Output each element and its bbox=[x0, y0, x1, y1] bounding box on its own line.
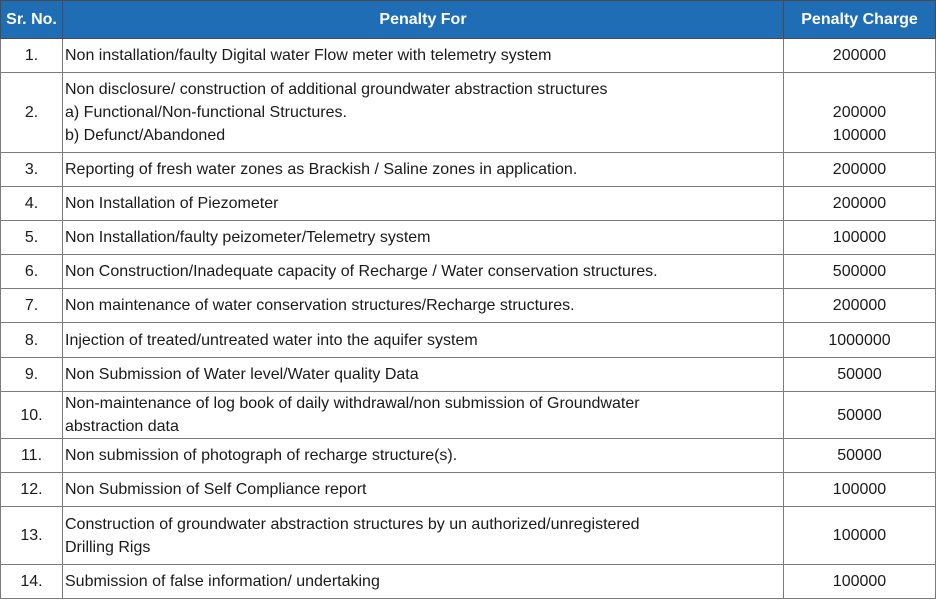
penalty-charge-cell bbox=[784, 473, 936, 507]
table-row bbox=[1, 221, 936, 255]
penalty-for-cell bbox=[63, 289, 784, 323]
penalty-description-line: Drilling Rigs bbox=[65, 538, 151, 556]
penalty-charge-cell bbox=[784, 39, 936, 73]
penalty-description-line: Non Installation/faulty peizometer/Telemetry system bbox=[65, 229, 431, 246]
penalty-for-cell bbox=[63, 323, 784, 358]
penalty-for-cell bbox=[63, 255, 784, 289]
penalty-charge-value: 50000 bbox=[837, 406, 882, 424]
sr-no-cell: 13. bbox=[1, 507, 63, 565]
penalty-for-cell bbox=[63, 153, 784, 187]
penalty-for-cell bbox=[63, 187, 784, 221]
penalty-for-cell bbox=[63, 392, 784, 439]
penalty-description-line: Injection of treated/untreated water into the aquifer system bbox=[65, 331, 478, 349]
penalty-for-cell bbox=[63, 73, 784, 153]
penalty-charge-value: 50000 bbox=[837, 366, 882, 383]
table-row bbox=[1, 358, 936, 392]
header-row bbox=[1, 1, 936, 39]
penalty-description-line: Non maintenance of water conservation structures/Recharge structures. bbox=[65, 297, 575, 314]
table-row bbox=[1, 507, 936, 565]
penalty-charge-cell bbox=[784, 221, 936, 255]
penalty-description-line: Non Installation of Piezometer bbox=[65, 195, 279, 212]
penalty-charge-value: 200000 bbox=[832, 47, 887, 64]
sr-no-cell: 4. bbox=[1, 187, 63, 221]
sr-no-cell: 8. bbox=[1, 323, 63, 358]
penalty-charge-cell bbox=[784, 323, 936, 358]
penalty-description-line: Construction of groundwater abstraction structures by un authorized/unregistered bbox=[65, 515, 640, 533]
penalty-charge-value: 200000 bbox=[832, 104, 887, 121]
sr-no-cell: 7. bbox=[1, 289, 63, 323]
table-row bbox=[1, 255, 936, 289]
header-sr-no: Sr. No. bbox=[1, 1, 63, 39]
penalty-charge-value: 1000000 bbox=[828, 331, 891, 349]
penalty-description-line: Non Submission of Water level/Water quality Data bbox=[65, 366, 419, 383]
sr-no-cell: 6. bbox=[1, 255, 63, 289]
penalty-charge-cell bbox=[784, 439, 936, 473]
penalty-charge-cell bbox=[784, 187, 936, 221]
penalty-charge-cell bbox=[784, 289, 936, 323]
penalty-charge-value: 200000 bbox=[832, 297, 887, 314]
penalty-charge-cell bbox=[784, 153, 936, 187]
table-row bbox=[1, 323, 936, 358]
penalty-charge-value: 100000 bbox=[832, 527, 887, 544]
penalty-description-line: Non installation/faulty Digital water Flow meter with telemetry system bbox=[65, 47, 552, 64]
table-row bbox=[1, 73, 936, 153]
penalty-charge-cell bbox=[784, 255, 936, 289]
sr-no-cell: 5. bbox=[1, 221, 63, 255]
penalty-charge-cell bbox=[784, 358, 936, 392]
penalty-charge-value: 500000 bbox=[832, 263, 887, 280]
header-penalty-for: Penalty For bbox=[63, 1, 784, 39]
penalty-charge-value bbox=[786, 78, 933, 101]
penalty-for-cell bbox=[63, 439, 784, 473]
sr-no-cell: 2. bbox=[1, 73, 63, 153]
penalty-charge-cell bbox=[784, 507, 936, 565]
penalty-description-line: abstraction data bbox=[65, 418, 179, 435]
penalty-description-line: Non submission of photograph of recharge structure(s). bbox=[65, 447, 458, 464]
penalty-description-line: Non-maintenance of log book of daily withdrawal/non submission of Groundwater bbox=[65, 395, 640, 412]
table-row bbox=[1, 289, 936, 323]
penalty-charge-cell bbox=[784, 392, 936, 439]
sr-no-cell: 12. bbox=[1, 473, 63, 507]
sr-no-cell: 9. bbox=[1, 358, 63, 392]
table-row bbox=[1, 473, 936, 507]
penalty-for-cell bbox=[63, 221, 784, 255]
sr-no-cell: 10. bbox=[1, 392, 63, 439]
penalty-charge-cell bbox=[784, 565, 936, 599]
penalty-charge-value: 100000 bbox=[832, 127, 887, 144]
penalty-for-cell bbox=[63, 358, 784, 392]
sr-no-cell: 3. bbox=[1, 153, 63, 187]
header-penalty-charge: Penalty Charge bbox=[784, 1, 936, 39]
penalty-description-line: Submission of false information/ undertaking bbox=[65, 573, 380, 590]
penalty-for-cell bbox=[63, 473, 784, 507]
penalty-description-line: Non Submission of Self Compliance report bbox=[65, 481, 367, 498]
penalty-for-cell bbox=[63, 565, 784, 599]
penalty-charge-value: 100000 bbox=[832, 481, 887, 498]
table-row bbox=[1, 39, 936, 73]
penalty-description-line: Non disclosure/ construction of additional groundwater abstraction structures bbox=[65, 81, 608, 98]
sr-no-cell: 14. bbox=[1, 565, 63, 599]
sr-no-cell: 1. bbox=[1, 39, 63, 73]
penalty-charge-cell bbox=[784, 73, 936, 153]
penalty-description-line: b) Defunct/Abandoned bbox=[65, 127, 226, 144]
penalty-description-line: Non Construction/Inadequate capacity of Recharge / Water conservation structures. bbox=[65, 263, 658, 280]
table-row bbox=[1, 565, 936, 599]
penalty-charge-value: 100000 bbox=[832, 573, 887, 590]
table-row bbox=[1, 153, 936, 187]
table-row bbox=[1, 392, 936, 439]
penalty-description-line: a) Functional/Non-functional Structures. bbox=[65, 104, 347, 121]
penalty-for-cell bbox=[63, 39, 784, 73]
table-row bbox=[1, 439, 936, 473]
penalty-charge-value: 50000 bbox=[837, 447, 882, 464]
table-row bbox=[1, 187, 936, 221]
penalty-charge-value: 200000 bbox=[832, 161, 887, 178]
sr-no-cell: 11. bbox=[1, 439, 63, 473]
penalty-description-line: Reporting of fresh water zones as Brackish / Saline zones in application. bbox=[65, 161, 578, 178]
penalty-for-cell bbox=[63, 507, 784, 565]
penalty-charge-value: 200000 bbox=[832, 195, 887, 212]
penalty-charge-value: 100000 bbox=[832, 229, 887, 246]
